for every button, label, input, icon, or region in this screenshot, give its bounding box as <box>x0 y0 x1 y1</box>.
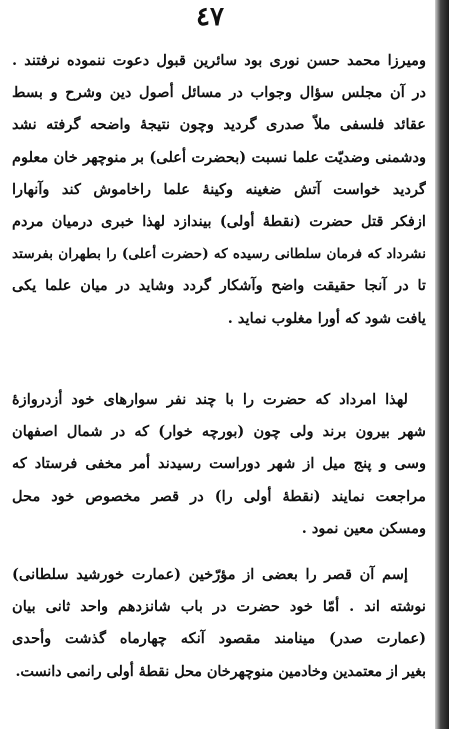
paragraph-3 <box>12 559 426 688</box>
paragraph-2 <box>12 384 426 545</box>
text-line: مراجعت نمایند (نقطهٔ أولی را) در قصر مخصوص خود محل <box>12 487 426 505</box>
text-line: ودشمنی وضدیّت علما نسبت (بحضرت أعلی) بر منوچهر خان معلوم <box>12 148 426 166</box>
page-number: ٤٧ <box>196 2 224 32</box>
text-line: نوشته اند . أمّا خود حضرت در باب شانزدهم واحد ثانی بیان <box>12 598 426 616</box>
text-line: ومسکن معین نمود . <box>301 519 426 537</box>
text-line: شهر بیرون برند ولی چون (بورچه خوار) که در شمال اصفهان <box>12 423 426 441</box>
text-line: گردید خواست آتش ضغینه وکینهٔ علما راخاموش کند وآنهارا <box>12 180 426 198</box>
page-binding-edge <box>435 0 449 729</box>
text-line: (عمارت صدر) مینامند مقصود آنکه چهارماه گذشت وأحدی <box>12 630 426 648</box>
text-line: عقائد فلسفی ملاّ صدری گردید وچون نتیجهٔ واضحه گرفته نشد <box>12 116 426 134</box>
text-line: تا در آنجا حقیقت واضح وآشکار گردد وشاید در میان علما یکی <box>12 277 426 295</box>
text-line: لهذا امرداد که حضرت را با چند نفر سوارهای خود أزدروازهٔ <box>12 391 408 408</box>
text-line: ازفکر قتل حضرت (نقطهٔ أولی) بیندازد لهذا خبری درمیان مردم <box>12 212 426 230</box>
paragraph-1 <box>12 45 426 335</box>
text-line: وسی و پنج میل از شهر دوراست رسیدند أمر مخفی فرستاد که <box>12 455 426 473</box>
text-line: در آن مجلس سؤال وجواب در مسائل أصول دین وشرح و بسط <box>12 84 426 102</box>
text-line: ومیرزا محمد حسن نوری بود سائرین قبول دعوت ننموده نرفتند . <box>12 52 426 69</box>
text-line: إسم آن قصر را بعضی از مؤرّخین (عمارت خورشید سلطانی) <box>12 566 408 583</box>
text-line: یافت شود که أورا مغلوب نماید . <box>227 309 426 327</box>
text-line: نشرداد که فرمان سلطانی رسیده که (حضرت أعلی) را بطهران بفرستد <box>12 246 426 263</box>
text-line: بغیر از معتمدین وخادمین منوچهرخان محل نقطهٔ أولی رانمی دانست. <box>15 663 426 680</box>
